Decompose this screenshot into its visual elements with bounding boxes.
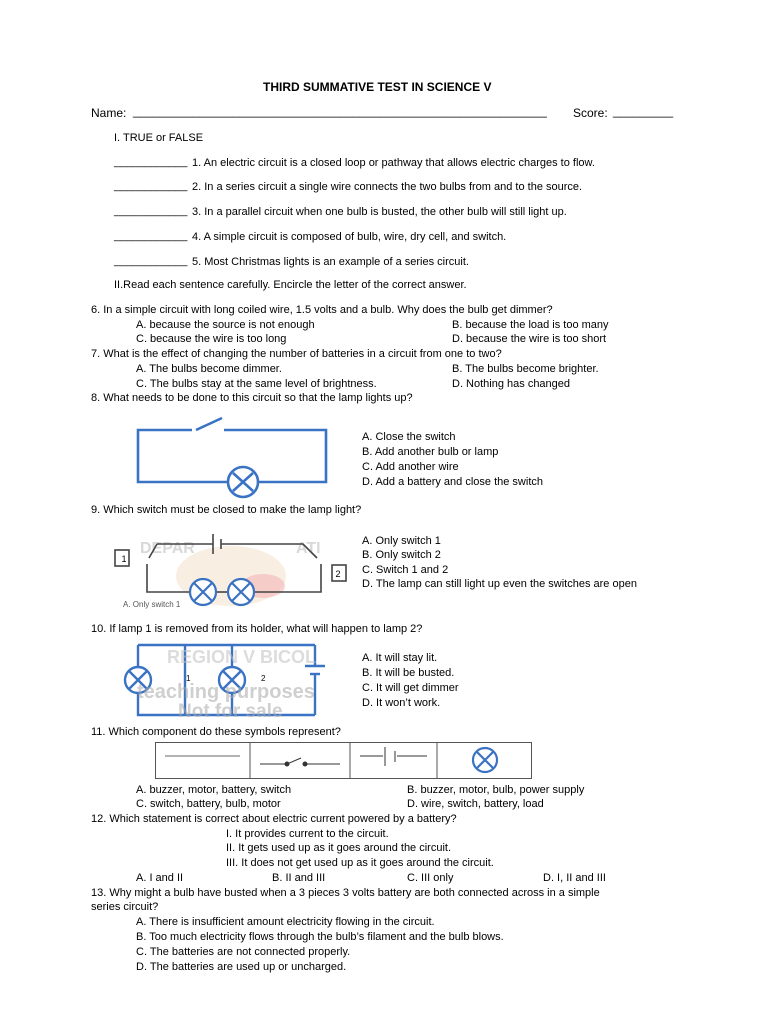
question-11: 11. Which component do these symbols represent? — [91, 726, 341, 738]
q11-choice-a[interactable]: A. buzzer, motor, battery, switch — [136, 784, 292, 796]
q8-circuit-diagram — [130, 418, 335, 498]
q7-choice-d[interactable]: D. Nothing has changed — [452, 378, 571, 390]
q9-circuit-diagram — [113, 528, 353, 608]
q8-choice-d[interactable]: D. Add a battery and close the switch — [362, 476, 543, 488]
name-label: Name: — [91, 106, 127, 120]
q8-choice-a[interactable]: A. Close the switch — [362, 431, 456, 443]
q6-choice-b[interactable]: B. because the load is too many — [452, 319, 609, 331]
q7-choice-c[interactable]: C. The bulbs stay at the same level of brightness. — [136, 378, 377, 390]
tf-item: 1. An electric circuit is a closed loop or pathway that allows electric charges to flow. — [192, 157, 595, 169]
switch-2-label: 2 — [335, 569, 341, 579]
tf-answer-blank[interactable]: ____________ — [114, 156, 188, 168]
watermark-text: REGION V BICOL — [167, 647, 317, 667]
q12-statement-3: III. It does not get used up as it goes around the circuit. — [226, 857, 494, 869]
score-label: Score: — [573, 106, 608, 120]
q11-choice-b[interactable]: B. buzzer, motor, bulb, power supply — [407, 784, 585, 796]
name-field[interactable]: ______________________________________________________________ — [133, 104, 547, 118]
tf-item: 3. In a parallel circuit when one bulb is busted, the other bulb will still light up. — [192, 206, 567, 218]
q8-choice-c[interactable]: C. Add another wire — [362, 461, 459, 473]
q7-choice-a[interactable]: A. The bulbs become dimmer. — [136, 363, 282, 375]
tf-item: 2. In a series circuit a single wire connects the two bulbs from and to the source. — [192, 181, 583, 193]
q11-choice-c[interactable]: C. switch, battery, bulb, motor — [136, 798, 281, 810]
score-field[interactable]: _________ — [613, 104, 674, 118]
question-13: 13. Why might a bulb have busted when a 3 pieces 3 volts battery are both connected across in a simple — [91, 887, 600, 899]
q6-choice-c[interactable]: C. because the wire is too long — [136, 333, 287, 345]
q8-choice-b[interactable]: B. Add another bulb or lamp — [362, 446, 499, 458]
q10-choice-b[interactable]: B. It will be busted. — [362, 667, 455, 679]
q10-choice-a[interactable]: A. It will stay lit. — [362, 652, 438, 664]
q12-statement-1: I. It provides current to the circuit. — [226, 828, 389, 840]
lamp-2-label: 2 — [261, 674, 266, 683]
question-12: 12. Which statement is correct about electric current powered by a battery? — [91, 813, 457, 825]
question-13-cont: series circuit? — [91, 901, 159, 913]
switch-1-label: 1 — [121, 554, 127, 564]
q6-choice-a[interactable]: A. because the source is not enough — [136, 319, 315, 331]
q11-symbols-table — [155, 742, 533, 780]
diagram-caption: A. Only switch 1 — [123, 600, 181, 609]
q7-choice-b[interactable]: B. The bulbs become brighter. — [452, 363, 599, 375]
q13-choice-d[interactable]: D. The batteries are used up or uncharged. — [136, 961, 347, 973]
tf-answer-blank[interactable]: ____________ — [114, 180, 188, 192]
q9-choice-d[interactable]: D. The lamp can still light up even the switches are open — [362, 578, 637, 590]
question-7: 7. What is the effect of changing the number of batteries in a circuit from one to two? — [91, 348, 502, 360]
question-9: 9. Which switch must be closed to make the lamp light? — [91, 504, 362, 516]
q9-choice-b[interactable]: B. Only switch 2 — [362, 549, 441, 561]
q9-choice-c[interactable]: C. Switch 1 and 2 — [362, 564, 449, 576]
page-title: THIRD SUMMATIVE TEST IN SCIENCE V — [263, 80, 492, 94]
question-6: 6. In a simple circuit with long coiled wire, 1.5 volts and a bulb. Why does the bulb get dimmer? — [91, 304, 553, 316]
q12-statement-2: II. It gets used up as it goes around the circuit. — [226, 842, 452, 854]
q12-choice-d[interactable]: D. I, II and III — [543, 872, 606, 884]
tf-item: 5. Most Christmas lights is an example of a series circuit. — [192, 256, 469, 268]
tf-answer-blank[interactable]: ____________ — [114, 205, 188, 217]
q10-choice-c[interactable]: C. It will get dimmer — [362, 682, 459, 694]
q13-choice-a[interactable]: A. There is insufficient amount electricity flowing in the circuit. — [136, 916, 435, 928]
section-true-false: I. TRUE or FALSE — [114, 132, 204, 144]
watermark-text: Not for sale — [178, 701, 283, 722]
watermark-text: ATI — [296, 540, 321, 557]
q9-choice-a[interactable]: A. Only switch 1 — [362, 535, 441, 547]
tf-answer-blank[interactable]: ____________ — [114, 230, 188, 242]
question-10: 10. If lamp 1 is removed from its holder, what will happen to lamp 2? — [91, 623, 423, 635]
section-multiple-choice: II.Read each sentence carefully. Encircle the letter of the correct answer. — [114, 279, 467, 291]
q13-choice-b[interactable]: B. Too much electricity flows through the bulb’s filament and the bulb blows. — [136, 931, 504, 943]
q12-choice-a[interactable]: A. I and II — [136, 872, 184, 884]
watermark-text: teaching purposes — [137, 681, 315, 703]
question-8: 8. What needs to be done to this circuit so that the lamp lights up? — [91, 392, 413, 404]
q11-choice-d[interactable]: D. wire, switch, battery, load — [407, 798, 544, 810]
q6-choice-d[interactable]: D. because the wire is too short — [452, 333, 607, 345]
tf-item: 4. A simple circuit is composed of bulb, wire, dry cell, and switch. — [192, 231, 507, 243]
q13-choice-c[interactable]: C. The batteries are not connected properly. — [136, 946, 351, 958]
lamp-1-label: 1 — [186, 674, 191, 683]
q12-choice-b[interactable]: B. II and III — [272, 872, 326, 884]
watermark-text: DEPAR — [140, 540, 195, 557]
q12-choice-c[interactable]: C. III only — [407, 872, 454, 884]
tf-answer-blank[interactable]: ____________ — [114, 255, 188, 267]
q10-choice-d[interactable]: D. It won’t work. — [362, 697, 441, 709]
